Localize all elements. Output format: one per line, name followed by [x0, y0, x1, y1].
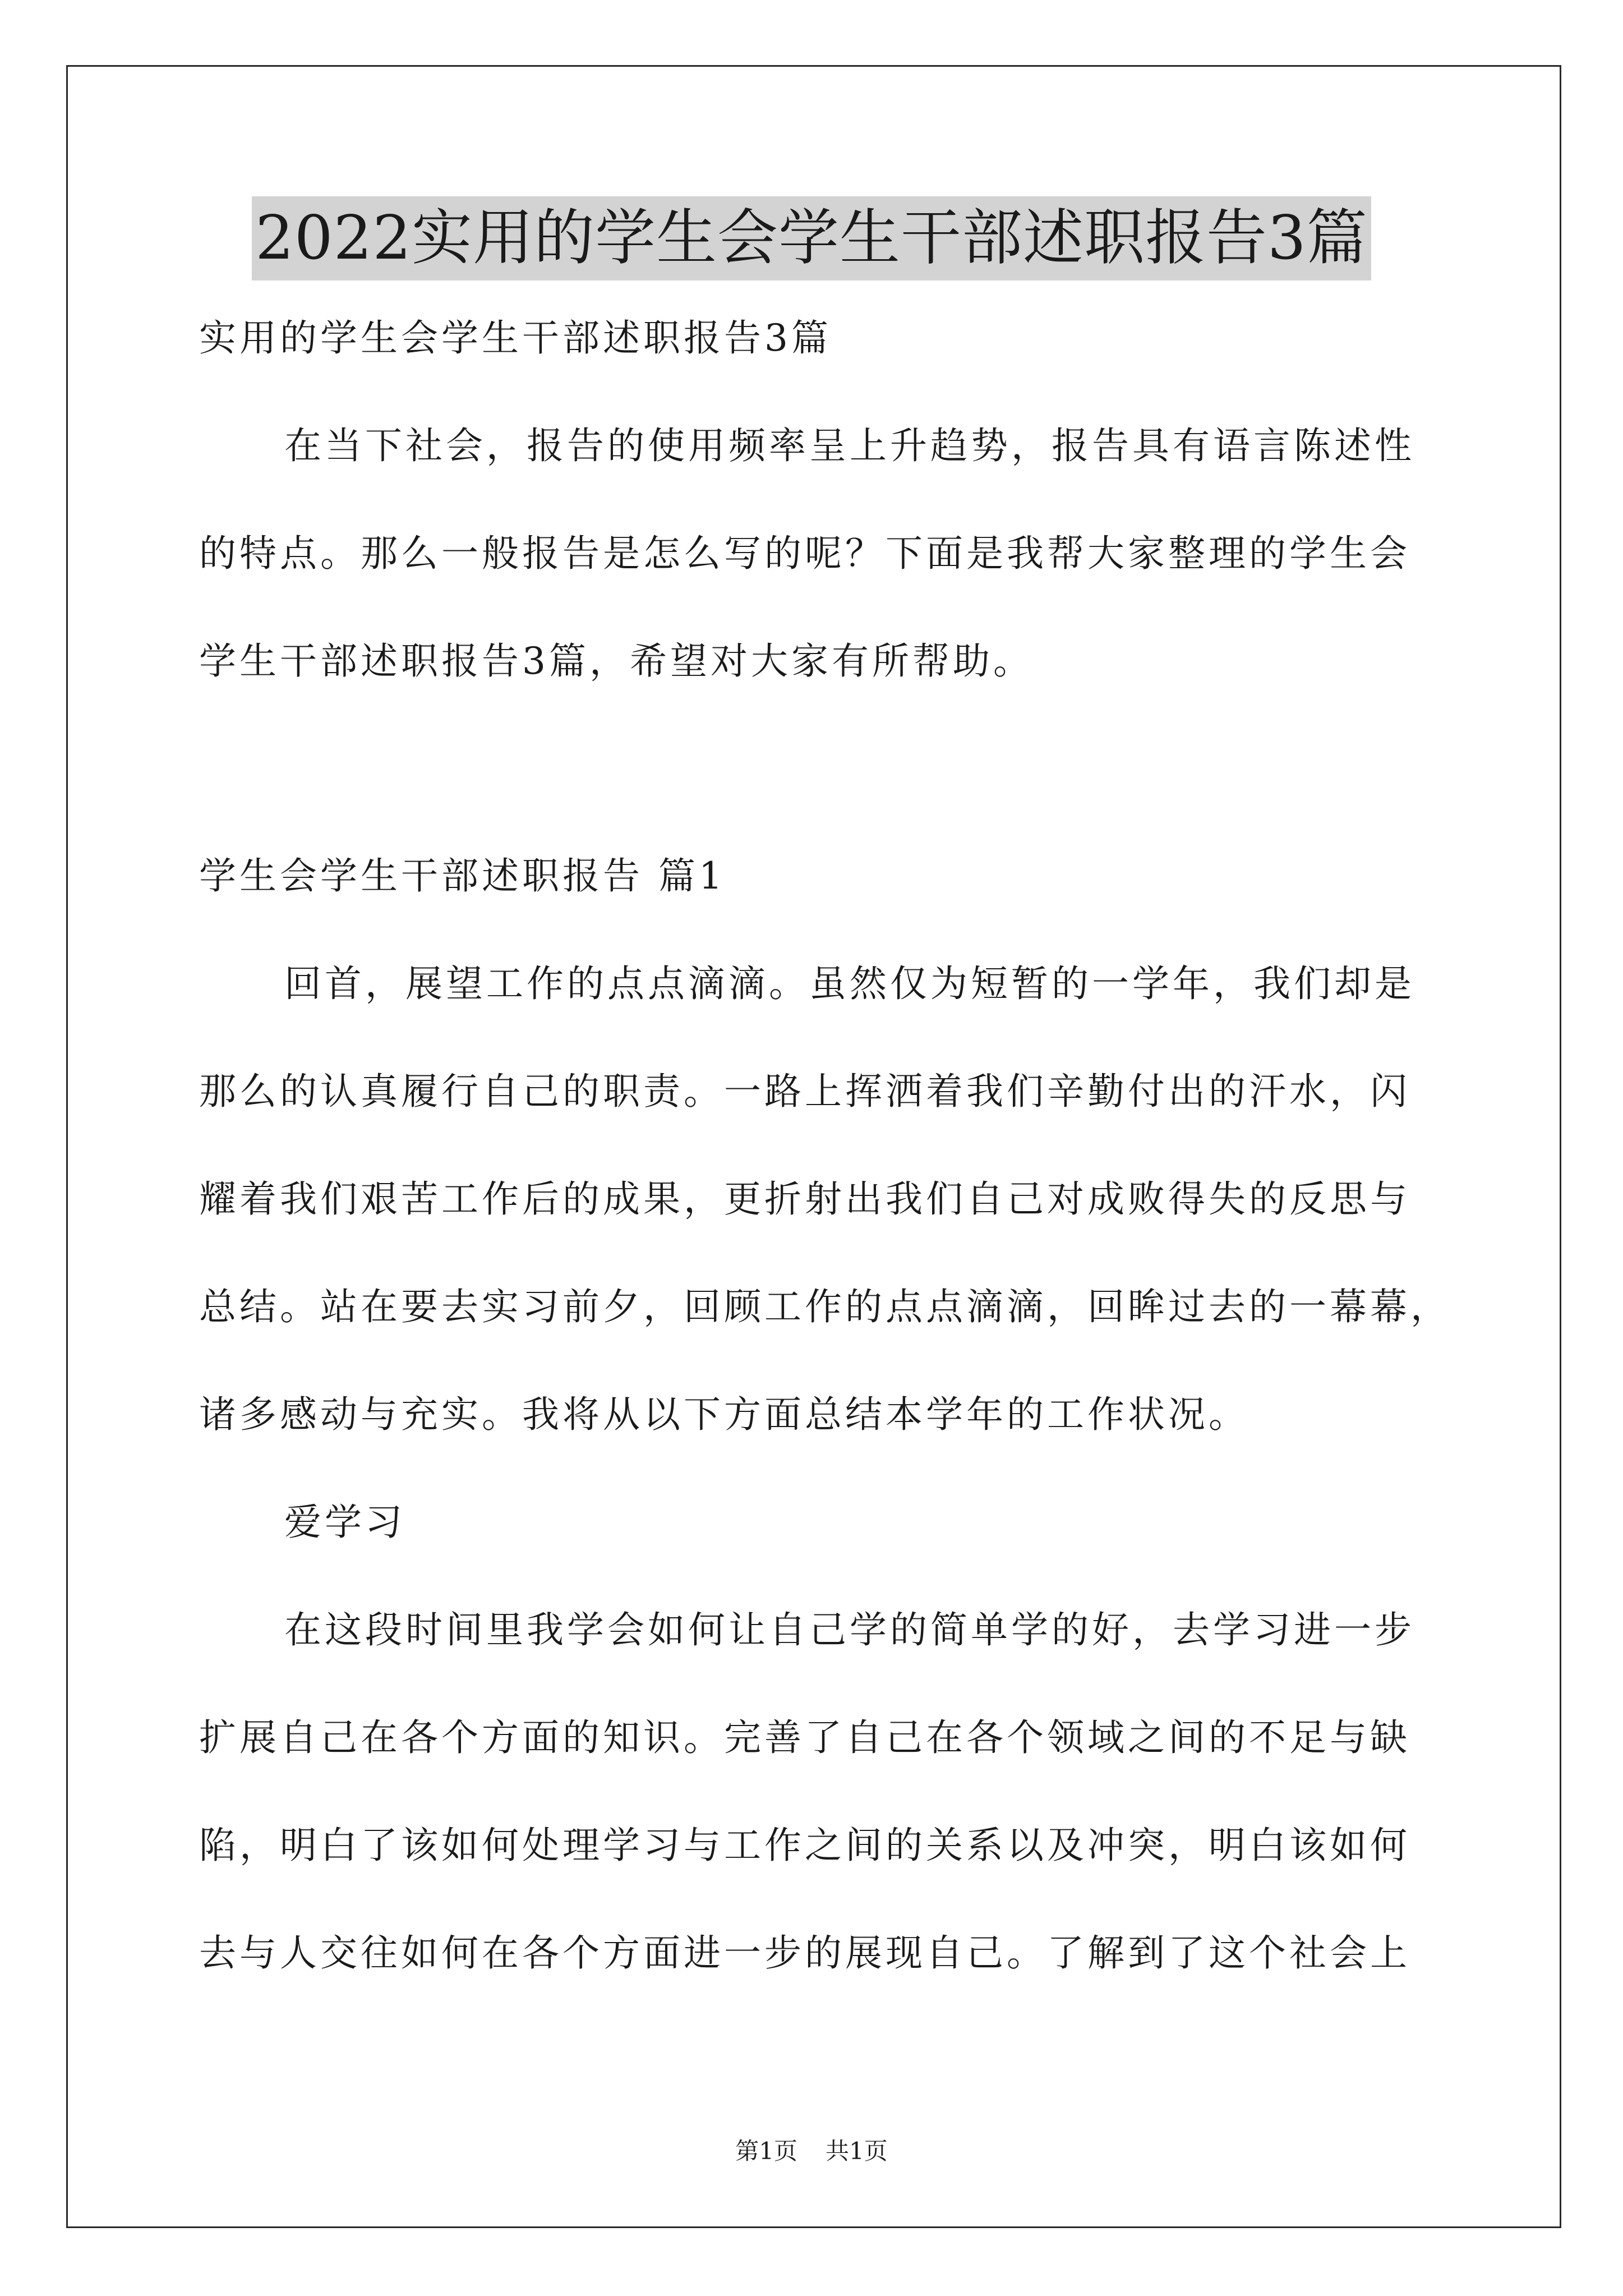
section1-heading: 学生会学生干部述职报告 篇1 — [199, 854, 726, 898]
section1-sub-heading: 爱学习 — [284, 1501, 405, 1544]
section1-para1-line-5: 诸多感动与充实。我将从以下方面总结本学年的工作状况。 — [199, 1393, 1249, 1436]
page-number: 第1页 — [735, 2137, 797, 2165]
page-total: 共1页 — [826, 2137, 888, 2165]
document-body — [199, 311, 1451, 1980]
subtitle: 实用的学生会学生干部述职报告3篇 — [199, 316, 832, 360]
section1-para1-line-4: 总结。站在要去实习前夕，回顾工作的点点滴滴，回眸过去的一幕幕， — [199, 1285, 1451, 1328]
intro-line-2: 的特点。那么一般报告是怎么写的呢？下面是我帮大家整理的学生会 — [199, 532, 1410, 575]
title-container — [0, 196, 1623, 280]
page-footer — [0, 2134, 1623, 2168]
intro-line-1: 在当下社会，报告的使用频率呈上升趋势，报告具有语言陈述性 — [284, 424, 1415, 467]
section1-para1-line-3: 耀着我们艰苦工作后的成果，更折射出我们自己对成败得失的反思与 — [199, 1177, 1410, 1221]
section1-para2-line-4: 去与人交往如何在各个方面进一步的展现自己。了解到了这个社会上 — [199, 1931, 1410, 1975]
section1-para1-line-2: 那么的认真履行自己的职责。一路上挥洒着我们辛勤付出的汗水，闪 — [199, 1070, 1410, 1113]
section1-para2-line-1: 在这段时间里我学会如何让自己学的简单学的好，去学习进一步 — [284, 1608, 1415, 1651]
document-title: 2022实用的学生会学生干部述职报告3篇 — [252, 196, 1371, 280]
section1-para2-line-2: 扩展自己在各个方面的知识。完善了自己在各个领域之间的不足与缺 — [199, 1716, 1410, 1759]
section1-para2-line-3: 陷，明白了该如何处理学习与工作之间的关系以及冲突，明白该如何 — [199, 1824, 1410, 1867]
intro-line-3: 学生干部述职报告3篇，希望对大家有所帮助。 — [199, 639, 1034, 683]
section1-para1-line-1: 回首，展望工作的点点滴滴。虽然仅为短暂的一学年，我们却是 — [284, 962, 1415, 1005]
